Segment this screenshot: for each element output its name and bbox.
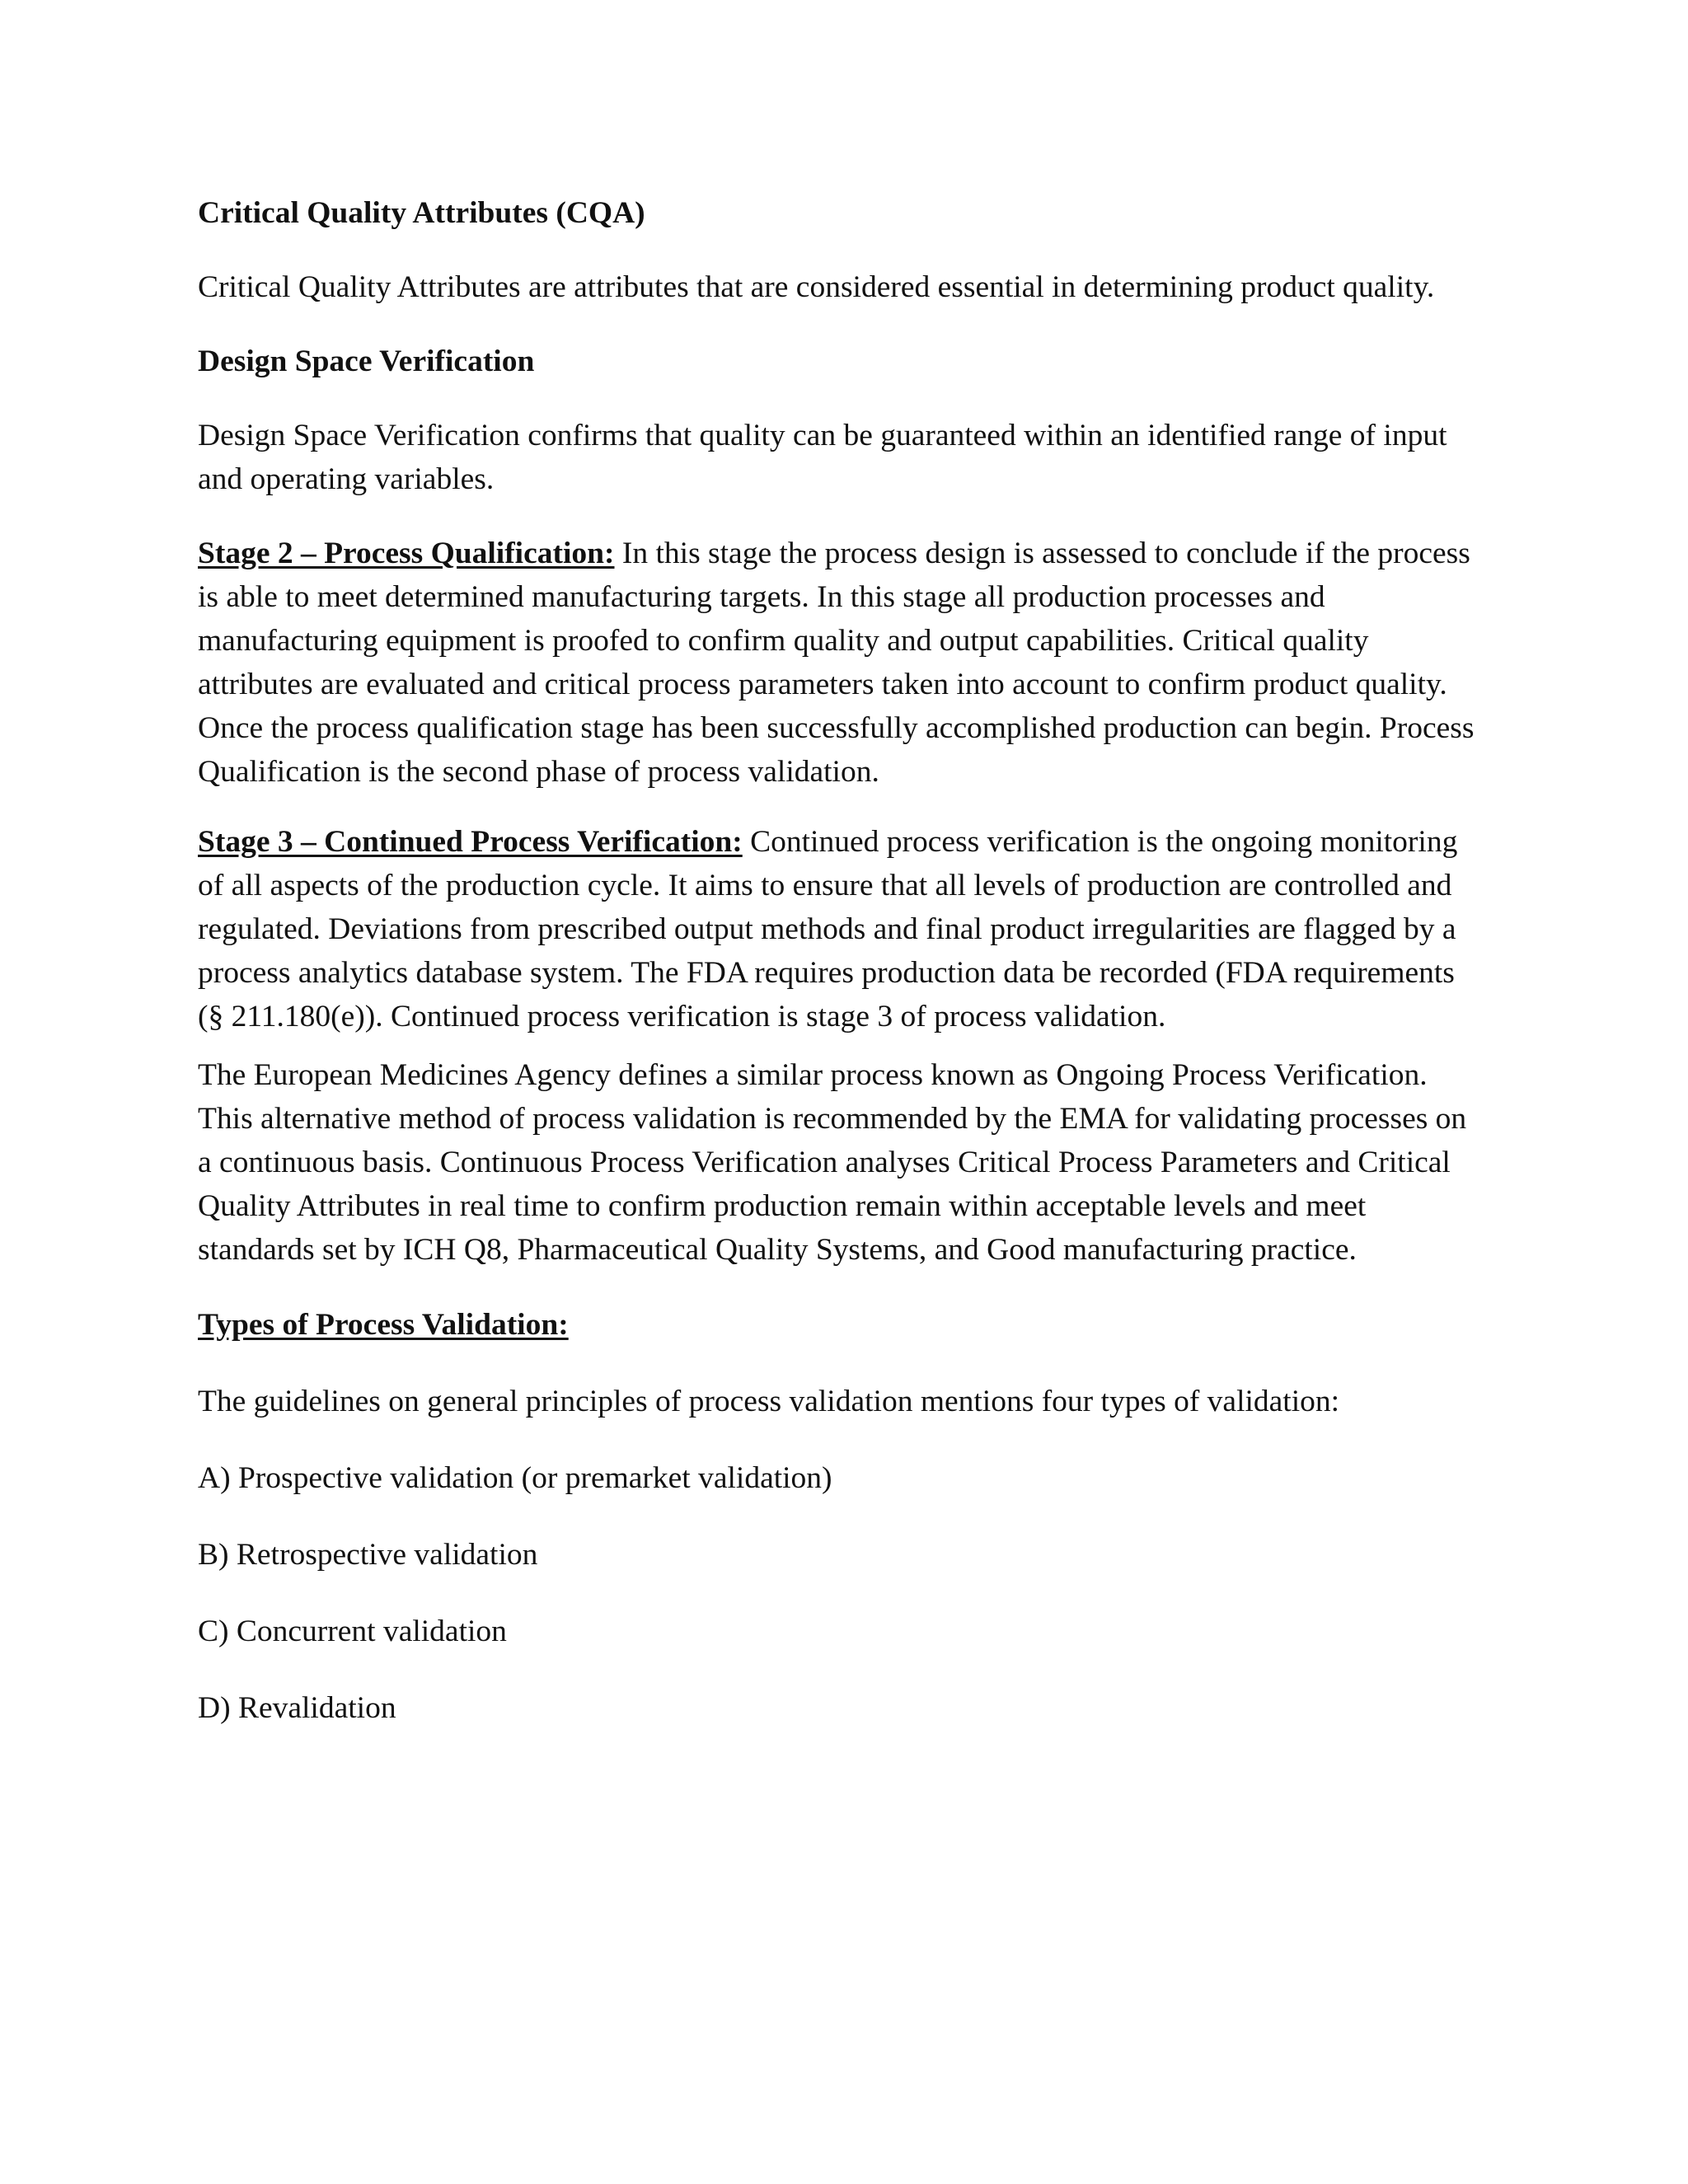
design-space-verification-heading: Design Space Verification [198,344,535,378]
stage-3-paragraph [198,820,1484,1038]
stage-2-lead: Stage 2 – Process Qualification: [198,537,615,570]
cqa-paragraph: Critical Quality Attributes are attributes that are considered essential in determining product quality. [198,270,1435,304]
list-item: C) Concurrent validation [198,1615,507,1648]
stage-2-paragraph [198,532,1484,794]
types-heading [198,1303,1484,1347]
list-item: B) Retrospective validation [198,1538,538,1572]
stage-3-lead: Stage 3 – Continued Process Verification: [198,825,743,859]
list-item: D) Revalidation [198,1691,396,1725]
list-item: A) Prospective validation (or premarket validation) [198,1461,832,1495]
ema-paragraph: The European Medicines Agency defines a similar process known as Ongoing Process Verification. This alternative method of process validation is recommended by the EMA for validating processes on a continuous basis. Continuous Process Verification analyses Critical Process Parameters and Critical Quality Attributes in real time to confirm production remain within acceptable levels and meet standards set by ICH Q8, Pharmaceutical Quality Systems, and Good manufacturing practice. [198,1058,1467,1267]
types-intro-paragraph: The guidelines on general principles of process validation mentions four types of validation: [198,1385,1340,1418]
cqa-heading: Critical Quality Attributes (CQA) [198,196,645,230]
design-space-verification-paragraph: Design Space Verification confirms that quality can be guaranteed within an identified range of input and operating variables. [198,419,1447,496]
document-page [198,191,1484,1763]
types-heading-text: Types of Process Validation: [198,1308,569,1342]
stage-2-text: In this stage the process design is assessed to conclude if the process is able to meet determined manufacturing targets. In this stage all production processes and manufacturing equipment is proofed to confirm quality and output capabilities. Critical quality attributes are evaluated and critical process parameters taken into account to confirm product quality. Once the process qualification stage has been successfully accomplished production can begin. Process Qualification is the second phase of process validation. [198,537,1475,789]
stage-3-text: Continued process verification is the ongoing monitoring of all aspects of the production cycle. It aims to ensure that all levels of production are controlled and regulated. Deviations from prescribed output methods and final product irregularities are flagged by a process analytics database system. The FDA requires production data be recorded (FDA requirements (§ 211.180(e)). Continued process verification is stage 3 of process validation. [198,825,1458,1033]
